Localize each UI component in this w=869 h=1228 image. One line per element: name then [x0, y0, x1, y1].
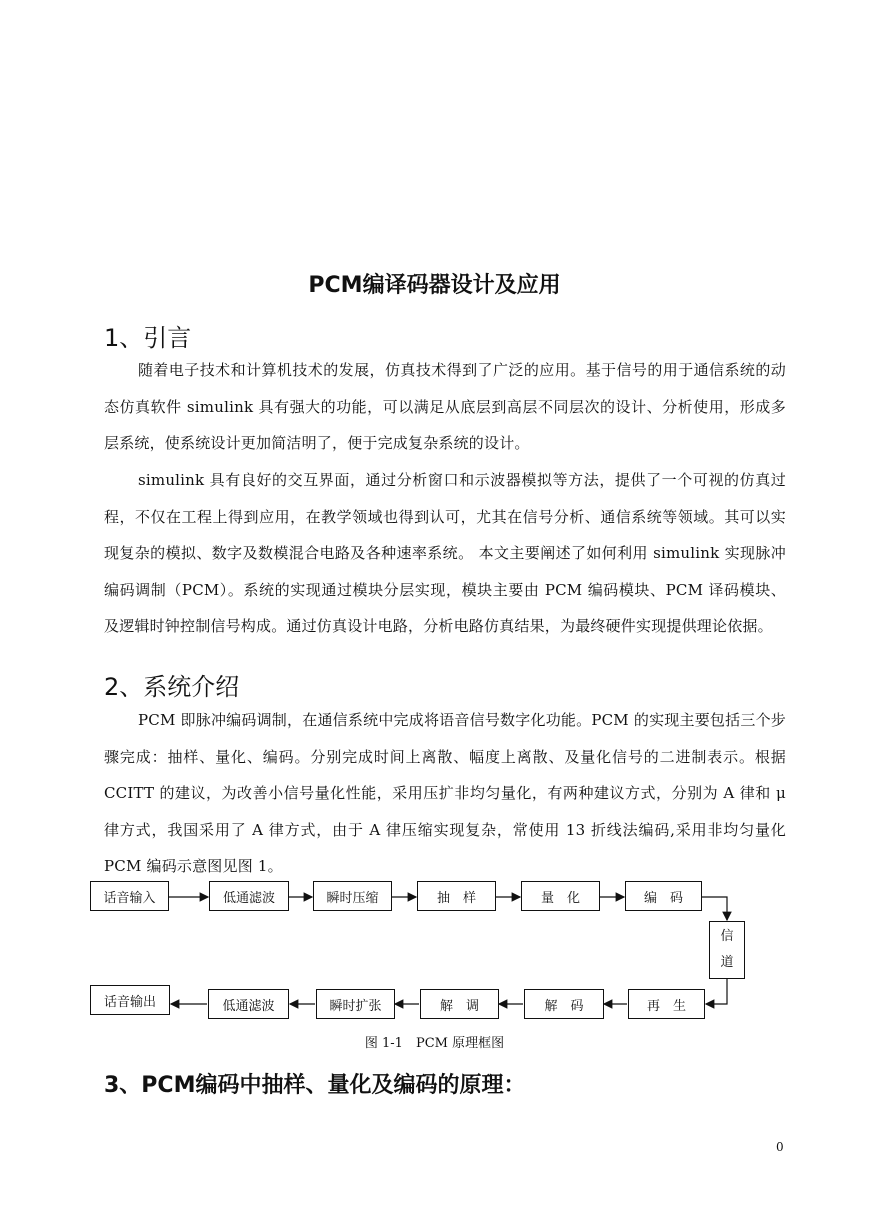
- block-decoding: 解 码: [524, 989, 604, 1019]
- channel-char-2: 道: [720, 955, 734, 970]
- block-regeneration: 再 生: [628, 989, 705, 1019]
- paragraph-intro-1: 随着电子技术和计算机技术的发展，仿真技术得到了广泛的应用。基于信号的用于通信系统的动态仿真软件 simulink 具有强大的功能，可以满足从底层到高层不同层次的设计、分析使用，形成多层系统，使系统设计更加简洁明了，便于完成复杂系统的设计。: [104, 361, 786, 453]
- section-heading-principle: 3、PCM编码中抽样、量化及编码的原理：: [104, 1073, 526, 1098]
- paragraph-intro-2: simulink 具有良好的交互界面，通过分析窗口和示波器模拟等方法，提供了一个可视的仿真过程，不仅在工程上得到应用，在教学领域也得到认可，尤其在信号分析、通信系统等领域。其可以实现复杂的模拟、数字及数模混合电路及各种速率系统。 本文主要阐述了如何利用 simulink 实现脉冲编码调制（PCM）。系统的实现通过模块分层实现，模块主要由 PCM 编码模块、PCM 译码模块、及逻辑时钟控制信号构成。通过仿真设计电路，分析电路仿真结果，为最终硬件实现提供理论依据。: [104, 471, 786, 636]
- section-heading-system: 2、系统介绍: [104, 673, 240, 701]
- channel-char-1: 信: [720, 929, 734, 944]
- block-instant-expansion: 瞬时扩张: [316, 989, 395, 1019]
- block-channel: [709, 921, 745, 979]
- block-encoding: 编 码: [625, 881, 702, 911]
- block-voice-output: 话音输出: [90, 985, 170, 1015]
- paragraph-system: PCM 即脉冲编码调制，在通信系统中完成将语音信号数字化功能。PCM 的实现主要包括三个步骤完成：抽样、量化、编码。分别完成时间上离散、幅度上离散、及量化信号的二进制表示。根据 CCITT 的建议，为改善小信号量化性能，采用压扩非均匀量化，有两种建议方式，分别为 A 律和 μ 律方式，我国采用了 A 律方式，由于 A 律压缩实现复杂，常使用 13 折线法编码,采用非均匀量化 PCM 编码示意图见图 1。: [104, 711, 786, 876]
- block-lowpass-filter-tx: 低通滤波: [209, 881, 289, 911]
- block-sampling: 抽 样: [417, 881, 496, 911]
- block-lowpass-filter-rx: 低通滤波: [208, 989, 289, 1019]
- block-instant-compression: 瞬时压缩: [313, 881, 392, 911]
- page-number: 0: [776, 1140, 784, 1154]
- figure-caption: 图 1-1 PCM 原理框图: [364, 1036, 505, 1051]
- block-demodulation: 解 调: [420, 989, 499, 1019]
- block-voice-input: 话音输入: [90, 881, 169, 911]
- section-heading-intro: 1、引言: [104, 324, 192, 352]
- block-quantization: 量 化: [521, 881, 600, 911]
- document-title: PCM编译码器设计及应用: [308, 273, 561, 298]
